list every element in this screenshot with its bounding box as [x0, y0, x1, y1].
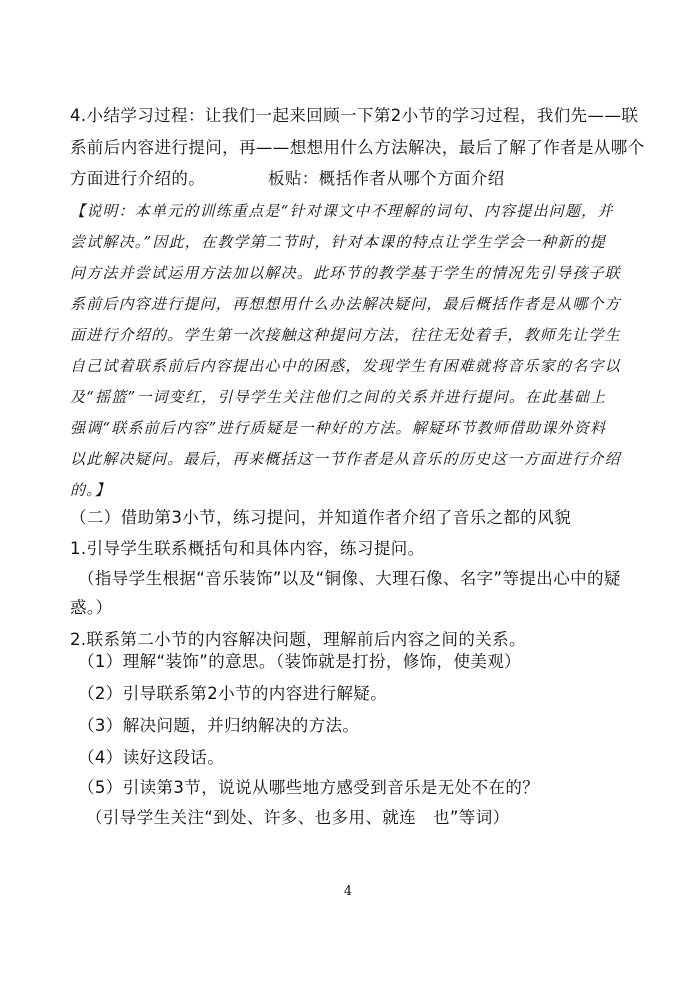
sub-item-1: （1）理解“装饰”的意思。（装饰就是打扮，修饰，使美观）	[78, 652, 522, 671]
item-2: 2.联系第二小节的内容解决问题，理解前后内容之间的关系。	[70, 630, 526, 649]
explanation-line: 尝试解决。”因此，在教学第二节时，针对本课的特点让学生学会一种新的提	[70, 233, 606, 251]
explanation-line: 面进行介绍的。学生第一次接触这种提问方法，往往无处着手，教师先让学生	[70, 326, 621, 344]
sub-item-3: （3）解决问题，并归纳解决的方法。	[78, 716, 360, 735]
item-1-note-line-2: 惑。）	[70, 598, 113, 617]
sub-item-5: （5）引读第3节，说说从哪些地方感受到音乐是无处不在的？	[78, 778, 540, 797]
summary-line-1: 4.小结学习过程：让我们一起来回顾一下第2小节的学习过程，我们先——联	[70, 106, 639, 125]
board-note: 板贴：概括作者从哪个方面介绍	[268, 169, 505, 188]
sub-item-2: （2）引导联系第2小节的内容进行解疑。	[78, 684, 388, 703]
explanation-line: 问方法并尝试运用方法加以解决。此环节的教学基于学生的情况先引导孩子联	[70, 264, 621, 282]
explanation-line: 以此解决疑问。最后，再来概括这一节作者是从音乐的历史这一方面进行介绍	[70, 450, 621, 468]
sub-item-4: （4）读好这段话。	[78, 748, 225, 767]
explanation-line: 强调“联系前后内容”进行质疑是一种好的方法。解疑环节教师借助课外资料	[70, 419, 607, 437]
part-two-heading: （二）借助第3小节，练习提问，并知道作者介绍了音乐之都的风貌	[70, 508, 571, 527]
summary-line-3: 方面进行介绍的。	[70, 169, 206, 188]
item-1: 1.引导学生联系概括句和具体内容，练习提问。	[70, 539, 425, 558]
item-1-note-line-1: （指导学生根据“音乐装饰”以及“铜像、大理石像、名字”等提出心中的疑	[78, 569, 621, 588]
page-number: 4	[343, 884, 353, 899]
explanation-line: 【说明：本单元的训练重点是“针对课文中不理解的词句、内容提出问题，并	[70, 202, 614, 220]
sub-item-5-note: （引导学生关注“到处、许多、也多用、就连 也”等词）	[86, 808, 510, 827]
explanation-line: 自己试着联系前后内容提出心中的困惑，发现学生有困难就将音乐家的名字以	[70, 357, 621, 375]
explanation-line: 及“摇篮”一词变红，引导学生关注他们之间的关系并进行提问。在此基础上	[70, 388, 607, 406]
explanation-line: 的。】	[70, 481, 112, 499]
summary-line-2: 系前后内容进行提问，再——想想用什么方法解决，最后了解了作者是从哪个	[70, 138, 645, 157]
explanation-line: 系前后内容进行提问，再想想用什么办法解决疑问，最后概括作者是从哪个方	[70, 295, 621, 313]
